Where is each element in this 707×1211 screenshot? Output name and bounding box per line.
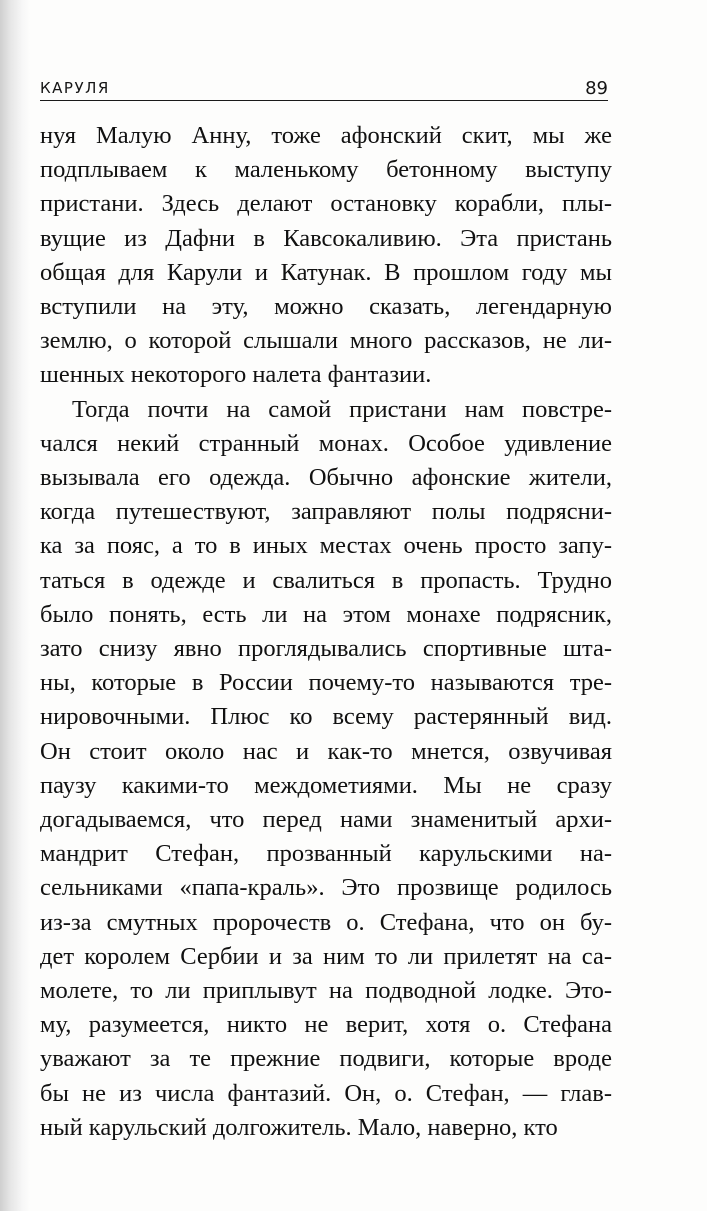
text-line: землю, о которой слышали много рассказов, не ли- bbox=[40, 327, 612, 355]
text-line: было понять, есть ли на этом монахе подрясник, bbox=[40, 600, 612, 628]
text-line: нировочными. Плюс ко всему растерянный вид. bbox=[40, 703, 612, 731]
text-line: паузу какими-то междометиями. Мы не сразу bbox=[40, 771, 612, 799]
text-line: му, разумеется, никто не верит, хотя о. Стефана bbox=[40, 1011, 612, 1039]
scan-edge-shadow bbox=[0, 0, 30, 1211]
paragraph-2 bbox=[40, 393, 612, 1145]
text-line: таться в одежде и свалиться в пропасть. Трудно bbox=[40, 566, 612, 594]
text-line: ны, которые в России почему-то называются тре- bbox=[40, 669, 612, 697]
text-line: пристани. Здесь делают остановку корабли, плы- bbox=[40, 190, 612, 218]
text-line: ный карульский долгожитель. Мало, наверно, кто bbox=[40, 1113, 558, 1141]
text-line: молете, то ли приплывут на подводной лодке. Это- bbox=[40, 977, 612, 1005]
text-line: сельниками «папа-краль». Это прозвище родилось bbox=[40, 874, 612, 902]
text-line: шенных некоторого налета фантазии. bbox=[40, 361, 432, 389]
text-line: мандрит Стефан, прозванный карульскими на- bbox=[40, 840, 612, 868]
text-line: зато снизу явно проглядывались спортивные шта- bbox=[40, 635, 612, 663]
page-number: 89 bbox=[585, 78, 608, 99]
text-line: нуя Малую Анну, тоже афонский скит, мы же bbox=[40, 122, 612, 149]
text-line: ка за пояс, а то в иных местах очень просто запу- bbox=[40, 532, 612, 560]
text-line: уважают за те прежние подвиги, которые вроде bbox=[40, 1045, 612, 1073]
text-line: когда путешествуют, заправляют полы подрясни- bbox=[40, 498, 612, 526]
text-line: подплываем к маленькому бетонному выступу bbox=[40, 156, 612, 184]
text-line: догадываемся, что перед нами знаменитый архи- bbox=[40, 806, 612, 834]
text-line: вущие из Дафни в Кавсокаливию. Эта пристань bbox=[40, 224, 612, 252]
text-line: Тогда почти на самой пристани нам повстре- bbox=[72, 395, 612, 423]
body-text bbox=[40, 119, 612, 1145]
text-line: чался некий странный монах. Особое удивление bbox=[40, 429, 612, 457]
text-line: дет королем Сербии и за ним то ли прилетят на са- bbox=[40, 942, 612, 970]
paragraph-1 bbox=[40, 119, 612, 393]
text-line: из-за смутных пророчеств о. Стефана, что он бу- bbox=[40, 908, 612, 936]
text-line: вызывала его одежда. Обычно афонские жители, bbox=[40, 464, 612, 492]
running-header bbox=[40, 72, 608, 101]
text-line: вступили на эту, можно сказать, легендарную bbox=[40, 293, 612, 321]
text-line: Он стоит около нас и как-то мнется, озвучивая bbox=[40, 737, 612, 765]
running-title: КАРУЛЯ bbox=[40, 79, 110, 97]
text-line: бы не из числа фантазий. Он, о. Стефан, — глав- bbox=[40, 1079, 612, 1107]
text-line: общая для Карули и Катунак. В прошлом году мы bbox=[40, 258, 612, 286]
